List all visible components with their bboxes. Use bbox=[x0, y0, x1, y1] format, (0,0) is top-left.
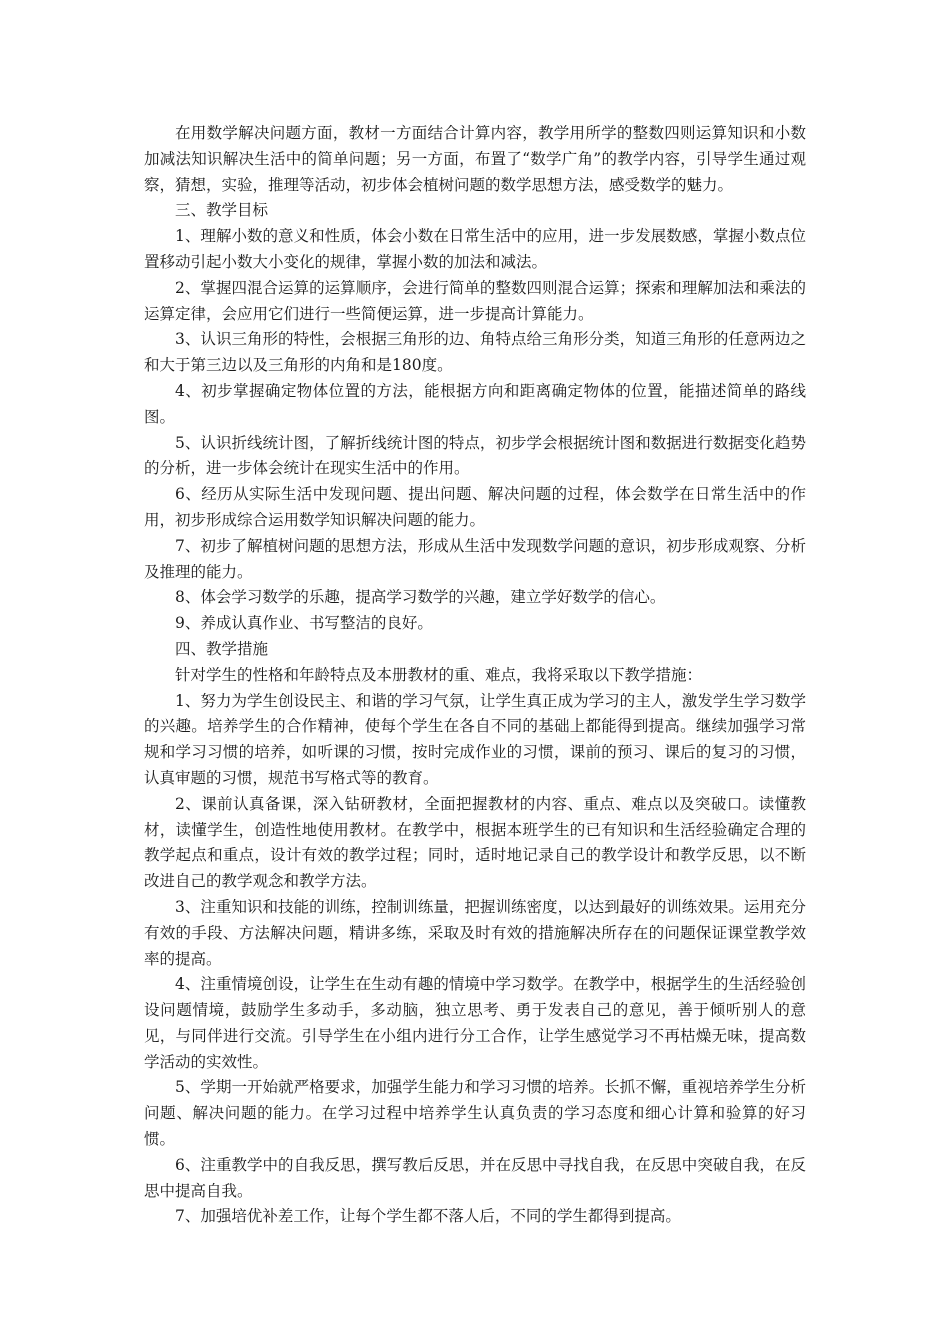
objective-item: 5、认识折线统计图，了解折线统计图的特点，初步学会根据统计图和数据进行数据变化趋势的分析，进一步体会统计在现实生活中的作用。 bbox=[144, 433, 806, 478]
section-heading-measures: 四、教学措施 bbox=[175, 639, 269, 658]
objective-item: 6、经历从实际生活中发现问题、提出问题、解决问题的过程，体会数学在日常生活中的作用，初步形成综合运用数学知识解决问题的能力。 bbox=[144, 485, 806, 529]
measure-item: 3、注重知识和技能的训练，控制训练量，把握训练密度，以达到最好的训练效果。运用充分有效的手段、方法解决问题，精讲多练，采取及时有效的措施解决所存在的问题保证课堂教学效率的提高。 bbox=[144, 897, 806, 968]
paragraph-intro: 在用数学解决问题方面，教材一方面结合计算内容，教学用所学的整数四则运算知识和小数加减法知识解决生活中的简单问题；另一方面，布置了“数学广角”的教学内容，引导学生通过观察，猜想，实验，推理等活动，初步体会植树问题的数学思想方法，感受数学的魅力。 bbox=[144, 124, 806, 194]
document-body bbox=[144, 121, 806, 1230]
objective-item: 7、初步了解植树问题的思想方法，形成从生活中发现数学问题的意识，初步形成观察、分析及推理的能力。 bbox=[144, 536, 806, 581]
section-heading-objectives: 三、教学目标 bbox=[175, 201, 269, 220]
measure-item: 2、课前认真备课，深入钻研教材，全面把握教材的内容、重点、难点以及突破口。读懂教材，读懂学生，创造性地使用教材。在教学中，根据本班学生的已有知识和生活经验确定合理的教学起点和重点，设计有效的教学过程；同时，适时地记录自己的教学设计和教学反思，以不断改进自己的教学观念和教学方法。 bbox=[144, 794, 806, 891]
objective-item: 4、初步掌握确定物体位置的方法，能根据方向和距离确定物体的位置，能描述简单的路线图。 bbox=[144, 381, 806, 426]
objective-item: 8、体会学习数学的乐趣，提高学习数学的兴趣，建立学好数学的信心。 bbox=[175, 588, 666, 607]
measure-item: 5、学期一开始就严格要求，加强学生能力和学习习惯的培养。长抓不懈，重视培养学生分析问题、解决问题的能力。在学习过程中培养学生认真负责的学习态度和细心计算和验算的好习惯。 bbox=[144, 1078, 806, 1149]
measures-intro: 针对学生的性格和年龄特点及本册教材的重、难点，我将采取以下教学措施： bbox=[175, 665, 703, 684]
measure-item: 7、加强培优补差工作，让每个学生都不落人后，不同的学生都得到提高。 bbox=[175, 1207, 681, 1226]
objective-item: 3、认识三角形的特性，会根据三角形的边、角特点给三角形分类，知道三角形的任意两边之和大于第三边以及三角形的内角和是180度。 bbox=[144, 330, 806, 375]
measure-item: 1、努力为学生创设民主、和谐的学习气氛，让学生真正成为学习的主人，激发学生学习数学的兴趣。培养学生的合作精神，使每个学生在各自不同的基础上都能得到提高。继续加强学习常规和学习习惯的培养，如听课的习惯，按时完成作业的习惯，课前的预习、课后的复习的习惯，认真审题的习惯，规范书写格式等的教育。 bbox=[144, 691, 806, 787]
measure-item: 4、注重情境创设，让学生在生动有趣的情境中学习数学。在教学中，根据学生的生活经验创设问题情境，鼓励学生多动手，多动脑，独立思考、勇于发表自己的意见，善于倾听别人的意见，与同伴进行交流。引导学生在小组内进行分工合作，让学生感觉学习不再枯燥无味，提高数学活动的实效性。 bbox=[144, 975, 806, 1071]
objective-item: 1、理解小数的意义和性质，体会小数在日常生活中的应用，进一步发展数感，掌握小数点位置移动引起小数大小变化的规律，掌握小数的加法和减法。 bbox=[144, 227, 806, 271]
measure-item: 6、注重教学中的自我反思，撰写教后反思，并在反思中寻找自我，在反思中突破自我，在反思中提高自我。 bbox=[144, 1155, 806, 1200]
objective-item: 2、掌握四混合运算的运算顺序，会进行简单的整数四则混合运算；探索和理解加法和乘法的运算定律，会应用它们进行一些简便运算，进一步提高计算能力。 bbox=[144, 278, 806, 323]
objective-item: 9、养成认真作业、书写整洁的良好。 bbox=[175, 614, 433, 633]
